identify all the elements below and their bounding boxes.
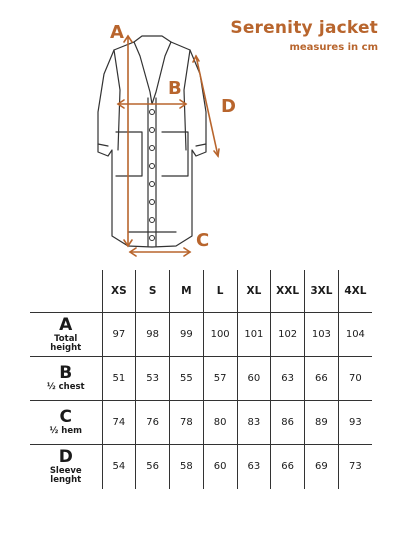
row-label: lenght bbox=[50, 475, 82, 486]
row-header-b bbox=[30, 357, 102, 401]
table-cell: 55 bbox=[170, 357, 204, 401]
size-col-header: L bbox=[203, 270, 237, 313]
table-cell: 78 bbox=[170, 401, 204, 445]
table-cell: 76 bbox=[136, 401, 170, 445]
table-cell: 60 bbox=[203, 445, 237, 489]
table-cell: 103 bbox=[305, 313, 339, 357]
table-cell: 54 bbox=[102, 445, 136, 489]
row-header-a bbox=[30, 313, 102, 357]
table-cell: 66 bbox=[305, 357, 339, 401]
table-cell: 89 bbox=[305, 401, 339, 445]
table-cell: 60 bbox=[237, 357, 271, 401]
table-row bbox=[30, 401, 372, 445]
size-col-header: S bbox=[136, 270, 170, 313]
table-row bbox=[30, 313, 372, 357]
label-d: D bbox=[221, 96, 236, 117]
product-title: Serenity jacket bbox=[230, 18, 378, 38]
table-cell: 101 bbox=[237, 313, 271, 357]
table-cell: 86 bbox=[271, 401, 305, 445]
table-cell: 53 bbox=[136, 357, 170, 401]
table-cell: 104 bbox=[338, 313, 372, 357]
table-cell: 102 bbox=[271, 313, 305, 357]
row-letter: A bbox=[59, 314, 73, 335]
measure-lines bbox=[118, 36, 219, 256]
row-header-d bbox=[30, 445, 102, 489]
row-label: Sleeve bbox=[49, 465, 82, 476]
size-col-header: 4XL bbox=[344, 285, 367, 297]
measure-d-line bbox=[196, 56, 218, 156]
table-cell: 66 bbox=[271, 445, 305, 489]
table-cell: 100 bbox=[203, 313, 237, 357]
row-label: Total bbox=[54, 333, 78, 344]
table-cell: 83 bbox=[237, 401, 271, 445]
size-col-header: XS bbox=[102, 270, 136, 313]
label-b: B bbox=[168, 78, 182, 99]
label-c: C bbox=[196, 230, 210, 251]
table-cell: 63 bbox=[271, 357, 305, 401]
size-col-header: XL bbox=[237, 270, 271, 313]
size-header-row bbox=[30, 270, 372, 313]
size-table bbox=[30, 270, 372, 489]
size-col-header: XXL bbox=[271, 270, 305, 313]
table-cell: 93 bbox=[338, 401, 372, 445]
table-cell: 51 bbox=[102, 357, 136, 401]
row-letter: B bbox=[59, 363, 73, 384]
row-label: ½ hem bbox=[49, 426, 82, 437]
row-label: ½ chest bbox=[46, 382, 85, 393]
table-cell: 63 bbox=[237, 445, 271, 489]
size-col-header: 3XL bbox=[305, 270, 339, 313]
row-label: height bbox=[50, 342, 82, 353]
jacket-outline bbox=[98, 36, 206, 247]
row-letter: C bbox=[59, 407, 72, 428]
units-subtitle: measures in cm bbox=[289, 42, 378, 53]
table-cell: 58 bbox=[170, 445, 204, 489]
table-cell: 56 bbox=[136, 445, 170, 489]
size-col-header: M bbox=[170, 270, 204, 313]
table-row bbox=[30, 357, 372, 401]
table-row bbox=[30, 445, 372, 489]
table-cell: 70 bbox=[338, 357, 372, 401]
table-cell: 80 bbox=[203, 401, 237, 445]
table-cell: 73 bbox=[338, 445, 372, 489]
buttons bbox=[150, 110, 155, 241]
table-cell: 98 bbox=[136, 313, 170, 357]
table-cell: 74 bbox=[102, 401, 136, 445]
corner-cell bbox=[30, 270, 102, 313]
table-cell: 69 bbox=[305, 445, 339, 489]
row-letter: D bbox=[58, 447, 73, 468]
table-cell: 97 bbox=[102, 313, 136, 357]
label-a: A bbox=[110, 22, 124, 43]
row-header-c bbox=[30, 401, 102, 445]
table-cell: 57 bbox=[203, 357, 237, 401]
table-cell: 99 bbox=[170, 313, 204, 357]
